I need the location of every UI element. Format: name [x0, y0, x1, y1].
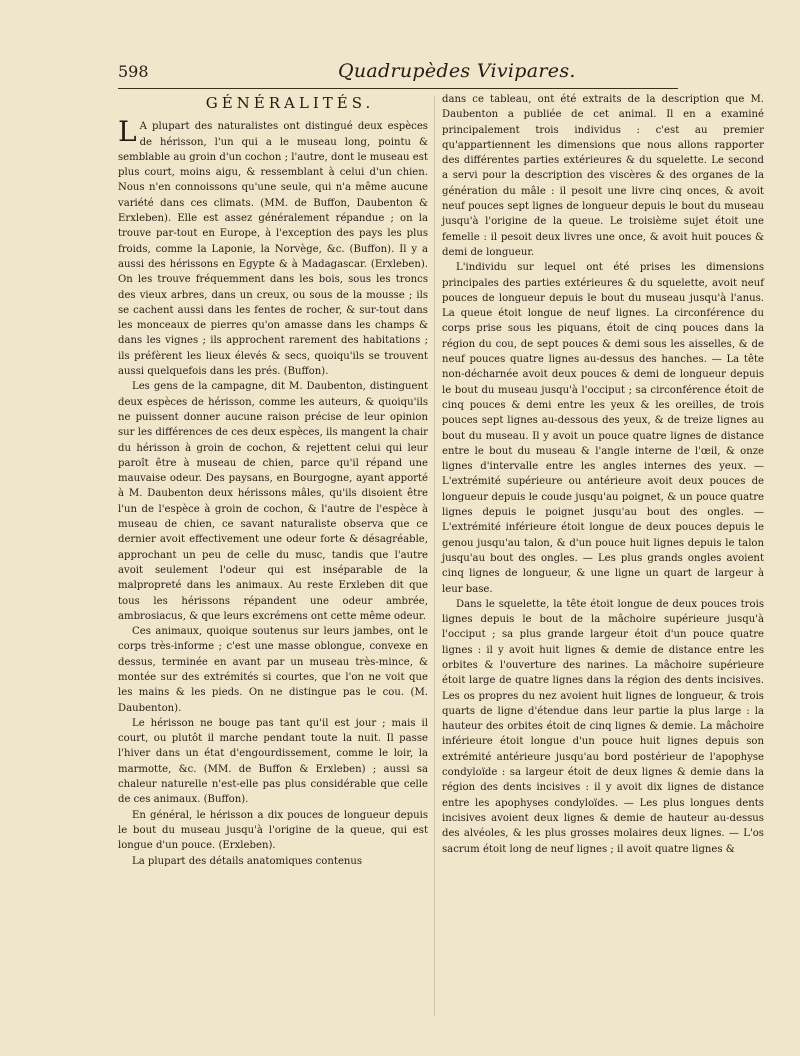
- paragraph: dans ce tableau, ont été extraits de la description que M. Daubenton a publiée de cet animal. Il en a examiné principalement trois individus : c'est au premier qu'appartiennent les dimensions que nous allons rapporter des différentes parties extérieures & du squelette. Le second a servi pour la description des viscères & des organes de la génération du mâle : il pesoit une livre cinq onces, & avoit neuf pouces sept lignes de longueur depuis le bout du museau jusqu'à l'origine de la queue. Le troisième sujet étoit une femelle : il pesoit deux livres une once, & avoit huit pouces & demi de longueur.: [442, 94, 764, 258]
- paragraph: L'individu sur lequel ont été prises les dimensions principales des parties extérieures & du squelette, avoit neuf pouces de longueur depuis le bout du museau jusqu'à l'anus. La queue étoit longue de neuf lignes. La circonférence du corps prise sous les piquans, étoit de cinq pouces dans la région du cou, de sept pouces & demi sous les aisselles, & de neuf pouces quatre lignes au-dessus des hanches. — La tête non-décharnée avoit deux pouces & demi de longueur depuis le bout du museau jusqu'à l'occiput ; sa circonférence étoit de cinq pouces & demi entre les yeux & les oreilles, de trois pouces sept lignes au-dessous des yeux, & de treize lignes au bout du museau. Il y avoit un pouce quatre lignes de distance entre le bout du museau & l'angle interne de l'œil, & onze lignes d'intervalle entre les angles internes des yeux. — L'extrémité supérieure ou antérieure avoit deux pouces de longueur depuis le coude jusqu'au poignet, & un pouce quatre lignes depuis le poignet jusqu'au bout des ongles. — L'extrémité inférieure étoit longue de deux pouces depuis le genou jusqu'au talon, & d'un pouce huit lignes depuis le talon jusqu'au bout des ongles. — Les plus grands ongles avoient cinq lignes de longueur, & une ligne un quart de largeur à leur base.: [442, 262, 764, 595]
- paragraph: Le hérisson ne bouge pas tant qu'il est jour ; mais il court, ou plutôt il marche pendant toute la nuit. Il passe l'hiver dans un état d'engourdissement, comme le loir, la marmotte, &c. (MM. de Buffon & Erxleben) ; aussi sa chaleur naturelle n'est-elle pas plus considérable que celle de ces animaux. (Buffon).: [118, 717, 428, 806]
- paragraph: En général, le hérisson a dix pouces de longueur depuis le bout du museau jusqu'à l'origine de la queue, qui est longue d'un pouce. (Erxleben).: [118, 809, 428, 852]
- drop-cap: L: [118, 115, 137, 149]
- paragraph: Les gens de la campagne, dit M. Daubenton, distinguent deux espèces de hérisson, comme les auteurs, & quoiqu'ils ne puissent donner aucune raison précise de leur opinion sur les différences de ces deux espèces, ils mangent la chair du hérisson à groin de cochon, & rejettent celui qui leur paroît être à museau de chien, parce qu'il répand une mauvaise odeur. Des paysans, en Bourgogne, ayant apporté à M. Daubenton deux hérissons mâles, qu'ils disoient être l'un de l'espèce à groin de cochon, & l'autre de l'espèce à museau de chien, ce savant naturaliste observa que ce dernier avoit effectivement une odeur forte & désagréable, approchant un peu de celle du musc, tandis que l'autre avoit seulement l'odeur qui est inséparable de la malpropreté dans les animaux. Au reste Erxleben dit que tous les hérissons répandent une odeur ambrée, ambrosiacus, & que leurs excrémens ont cette même odeur.: [118, 381, 428, 622]
- paragraph: Dans le squelette, la tête étoit longue de deux pouces trois lignes depuis le bout de la mâchoire supérieure jusqu'à l'occiput ; sa plus grande largeur étoit d'un pouce quatre lignes : il y avoit huit lignes & demie de distance entre les orbites & l'ouverture des narines. La mâchoire supérieure étoit large de quatre lignes dans la région des dents incisives. Les os propres du nez avoient huit lignes de longueur, & trois quarts de ligne d'étendue dans leur partie la plus large : la hauteur des orbites étoit de cinq lignes & demie. La mâchoire inférieure étoit longue d'un pouce huit lignes depuis son extrémité antérieure jusqu'au bord postérieur de l'apophyse condyloïde : sa largeur étoit de deux lignes & demie dans la région des dents incisives : il y avoit dix lignes de distance entre les apophyses condyloïdes. — Les plus longues dents incisives avoient deux lignes & demie de hauteur au-dessus des alvéoles, & les plus grosses molaires deux lignes. — L'os sacrum étoit long de neuf lignes ; il avoit quatre lignes &: [442, 598, 764, 855]
- page-number: 598: [118, 62, 149, 81]
- running-title: Quadrupèdes Vivipares.: [338, 60, 576, 82]
- paragraph: L A plupart des naturalistes ont distingué deux espèces de hérisson, l'un qui a le museau long, pointu & semblable au groin d'un cochon ; l'autre, dont le museau est plus court, moins aigu, & ressemblant à celui d'un chien. Nous n'en connoissons qu'une seule, qui n'a même aucune variété dans ces climats. (MM. de Buffon, Daubenton & Erxleben). Elle est assez généralement répandue ; on la trouve par-tout en Europe, à l'exception des pays les plus froids, comme la Laponie, la Norvège, &c. (Buffon). Il y a aussi des hérissons en Egypte & à Madagascar. (Erxleben). On les trouve fréquemment dans les bois, sous les troncs des vieux arbres, dans un creux, ou sous de la mousse ; ils se cachent aussi dans les fentes de rocher, & sur-tout dans les monceaux de pierres qu'on amasse dans les champs & dans les vignes ; ils approchent rarement des habitations ; ils préfèrent les lieux élevés & secs, quoiqu'ils se trouvent aussi quelquefois dans les prés. (Buffon).: [118, 115, 428, 378]
- column-separator: [434, 96, 435, 1016]
- left-column: [118, 92, 428, 869]
- paragraph: La plupart des détails anatomiques contenus: [132, 855, 363, 867]
- paragraph: Ces animaux, quoique soutenus sur leurs jambes, ont le corps très-informe ; c'est une masse oblongue, convexe en dessus, terminée en avant par un museau très-mince, & montée sur des extrémités si courtes, que l'on ne voit que les mains & les pieds. On ne distingue pas le cou. (M. Daubenton).: [118, 626, 428, 714]
- section-title: GÉNÉRALITÉS.: [205, 94, 375, 112]
- header-rule: [118, 88, 678, 89]
- right-column: [442, 92, 764, 857]
